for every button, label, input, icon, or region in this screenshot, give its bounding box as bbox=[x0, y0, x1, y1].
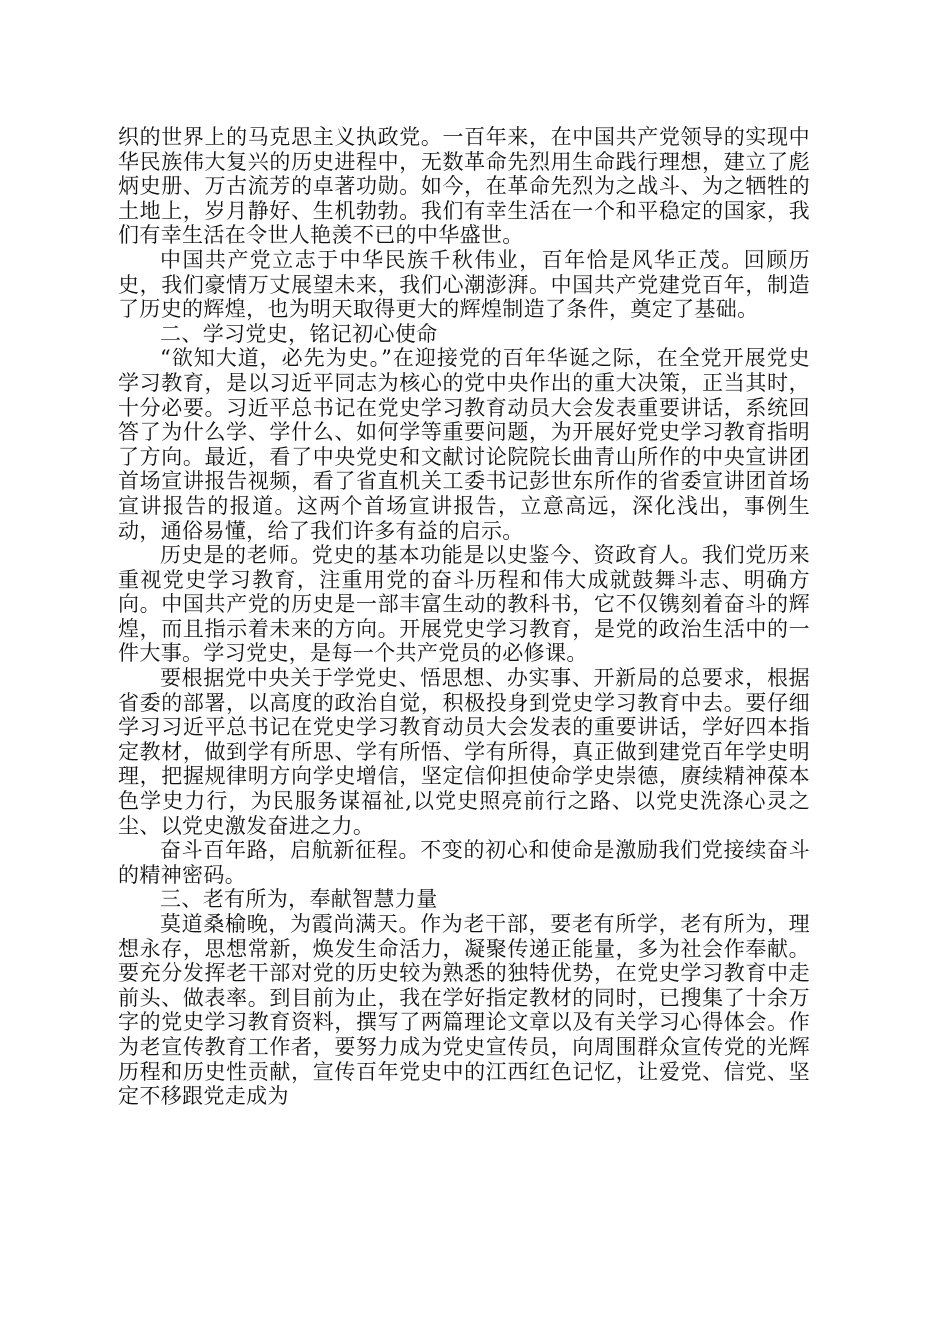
document-body bbox=[118, 125, 810, 1109]
paragraph: 历史是的老师。党史的基本功能是以史鉴今、资政育人。我们党历来重视党史学习教育，注重用党的奋斗历程和伟大成就鼓舞斗志、明确方向。中国共产党的历史是一部丰富生动的教科书，它不仅镌刻着奋斗的辉煌，而且指示着未来的方向。开展党史学习教育，是党的政治生活中的一件大事。学习党史，是每一个共产党员的必修课。 bbox=[118, 543, 810, 666]
paragraph: 要根据党中央关于学党史、悟思想、办实事、开新局的总要求，根据省委的部署，以高度的政治自觉，积极投身到党史学习教育中去。要仔细学习习近平总书记在党史学习教育动员大会发表的重要讲话，学好四本指定教材，做到学有所思、学有所悟、学有所得，真正做到建党百年学史明理，把握规律明方向学史增信，坚定信仰担使命学史崇德，赓续精神葆本色学史力行，为民服务谋福祉,以党史照亮前行之路、以党史洗涤心灵之尘、以党史激发奋进之力。 bbox=[118, 666, 810, 838]
paragraph: 中国共产党立志于中华民族千秋伟业，百年恰是风华正茂。回顾历史，我们豪情万丈展望未来，我们心潮澎湃。中国共产党建党百年，制造了历史的辉煌，也为明天取得更大的辉煌制造了条件，奠定了基础。 bbox=[118, 247, 810, 322]
paragraph: 奋斗百年路，启航新征程。不变的初心和使命是激励我们党接续奋斗的精神密码。 bbox=[118, 838, 810, 887]
section-heading: 二、学习党史，铭记初心使命 bbox=[160, 321, 438, 346]
section-heading: 三、老有所为，奉献智慧力量 bbox=[160, 887, 438, 912]
paragraph: “欲知大道，必先为史。”在迎接党的百年华诞之际，在全党开展党史学习教育，是以习近平同志为核心的党中央作出的重大决策，正当其时，十分必要。习近平总书记在党史学习教育动员大会发表重要讲话，系统回答了为什么学、学什么、如何学等重要问题，为开展好党史学习教育指明了方向。最近，看了中央党史和文献讨论院院长曲青山所作的中央宣讲团首场宣讲报告视频，看了省直机关工委书记彭世东所作的省委宣讲团首场宣讲报告的报道。这两个首场宣讲报告，立意高远，深化浅出，事例生动，通俗易懂，给了我们许多有益的启示。 bbox=[118, 346, 810, 543]
paragraph: 莫道桑榆晚，为霞尚满天。作为老干部，要老有所学，老有所为，理想永存，思想常新，焕发生命活力，凝聚传递正能量，多为社会作奉献。要充分发挥老干部对党的历史较为熟悉的独特优势，在党史学习教育中走前头、做表率。到目前为止，我在学好指定教材的同时，已搜集了十余万字的党史学习教育资料，撰写了两篇理论文章以及有关学习心得体会。作为老宣传教育工作者，要努力成为党史宣传员，向周围群众宣传党的光辉历程和历史性贡献，宣传百年党史中的江西红色记忆，让爱党、信党、坚定不移跟党走成为 bbox=[118, 912, 810, 1109]
paragraph: 织的世界上的马克思主义执政党。一百年来，在中国共产党领导的实现中华民族伟大复兴的历史进程中，无数革命先烈用生命践行理想，建立了彪炳史册、万古流芳的卓著功勋。如今，在革命先烈为之战斗、为之牺牲的土地上，岁月静好、生机勃勃。我们有幸生活在一个和平稳定的国家，我们有幸生活在令世人艳羡不已的中华盛世。 bbox=[118, 125, 810, 248]
